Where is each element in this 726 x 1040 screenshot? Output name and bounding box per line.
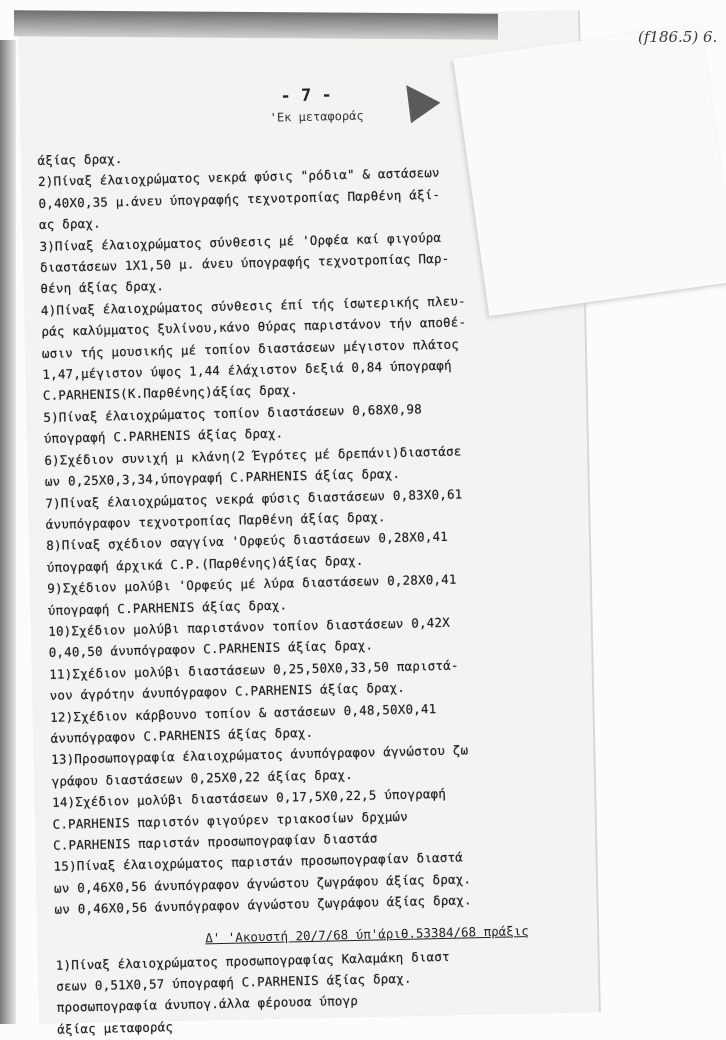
- text-line: 10)Σχέδιον μολύβι παριστάνον τοπίον διαστάσεων 0,42Χ: [48, 614, 451, 639]
- text-line: ύπογραφή C.PARHENIS άξίας δραχ.: [47, 596, 288, 618]
- text-line: 1)Πίναξ έλαιοχρώματος προσωπογραφίας Καλαμάκη διαστ: [55, 948, 450, 973]
- text-line: ωσιν τής μουσικής μέ τοπίον διαστάσεων μέγιστον πλάτος: [41, 336, 460, 361]
- text-line: διαστάσεων 1Χ1,50 μ. άνευ ύπογραφής τεχνοτροπίας Παρ-: [39, 250, 450, 275]
- page-number: - 7 -: [280, 85, 332, 107]
- text-line: 13)Προσωπογραφία έλαιοχρώματος άνυπόγραφον άγνώστου ζω: [50, 742, 469, 768]
- text-line: ύπογραφή άρχικά C.P.(Παρθένης)άξίας δραχ.: [46, 552, 364, 575]
- text-line: νον άγρότην άνυπόγραφον C.PARHENIS άξίας δραχ.: [49, 679, 406, 703]
- text-line: 15)Πίναξ έλαιοχρώματος παριστάν προσωπογραφίαν διαστά: [53, 849, 464, 875]
- text-lines: [37, 138, 594, 921]
- text-line: γράφου διαστάσεων 0,25Χ0,22 άξίας δραχ.: [51, 766, 354, 789]
- text-line: 7)Πίναξ έλαιοχρώματος νεκρά φύσις διαστάσεων 0,83Χ0,61: [45, 485, 463, 511]
- text-line: σεων 0,51Χ0,57 ύπογραφή C.PARHENIS άξίας δραχ.: [56, 970, 412, 994]
- tail-lines: [56, 942, 598, 1040]
- text-line: 1,47,μέγιστον ύψος 1,44 έλάχιστον δεξιά 0,84 ύπογραφή: [42, 357, 452, 382]
- text-line: 6)Σχέδιον συνιχή μ κλάνη(2 Έγρότες μέ δρεπάνι)διαστάσε: [44, 443, 462, 468]
- text-line: άξίας μεταφοράς: [57, 1018, 174, 1037]
- text-line: 2)Πίναξ έλαιοχρώματος νεκρά φύσις "ρόδια" & αστάσεων: [37, 165, 440, 190]
- typewritten-text: [36, 80, 597, 1040]
- carried-forward-header: 'Εκ μεταφοράς: [269, 108, 364, 125]
- text-line: 5)Πίναξ έλαιοχρώματος τοπίον διαστάσεων 0,68Χ0,98: [43, 401, 423, 425]
- text-line: ων 0,25Χ0,3,34,ύπογραφή C.PARHENIS άξίας δραχ.: [44, 465, 401, 489]
- text-line: 4)Πίναξ έλαιοχρώματος σύνθεσις έπί τής ίσωτερικής πλευ-: [40, 293, 466, 318]
- text-line: 14)Σχέδιον μολύβι διαστάσεων 0,17,5Χ0,22,5 ύπογραφή: [51, 786, 447, 811]
- section-heading: Δ' 'Ακουστή 20/7/68 ύπ'άριθ.53384/68 πράξις: [205, 922, 529, 946]
- text-line: ράς καλύμματος ξυλίνου,κάνο θύρας παριστάνον τήν αποθέ-: [41, 314, 467, 340]
- text-line: άνυπόγραφον τεχνοτροπίας Παρθένη άξίας δραχ.: [45, 509, 386, 532]
- text-line: ων 0,46Χ0,56 άνυπόγραφον άγνώστου ζωγράφου άξίας δραχ.: [53, 871, 472, 896]
- scan-left-shadow: [0, 40, 16, 1024]
- text-line: άνυπόγραφον C.PARHENIS άξίας δραχ.: [50, 724, 314, 746]
- text-line: 0,40,50 άνυπόγραφον C.PARHENIS άξίας δραχ.: [48, 637, 374, 661]
- text-line: άξίας δραχ.: [37, 151, 123, 168]
- text-line: C.PARHENIS παριστάν προσωπογραφίαν διαστάσ: [52, 830, 378, 853]
- text-line: 12)Σχέδιον κάρβουνο τοπίον & αστάσεων 0,48,50Χ0,41: [50, 700, 437, 725]
- text-line: 9)Σχέδιον μολύβι 'Ορφεύς μέ λύρα διαστάσεων 0,28Χ0,41: [47, 571, 457, 596]
- text-line: 3)Πίναξ έλαιοχρώματος σύνθεσις μέ 'Ορφέα καί φιγούρα: [39, 229, 442, 254]
- archive-reference: (f186.5) 6.: [638, 28, 718, 46]
- text-line: ων 0,46Χ0,56 άνυπόγραφον άγνώστου ζωγράφου άξίας δραχ.: [54, 892, 472, 918]
- scan-top-shadow: [14, 10, 498, 39]
- text-line: 0,40Χ0,35 μ.άνευ ύπογραφής τεχνοτροπίας Παρθένη άξί-: [38, 186, 441, 211]
- text-line: ας δραχ.: [38, 215, 101, 233]
- text-line: ύπογραφή C.PARHENIS άξίας δραχ.: [43, 425, 284, 447]
- text-line: 11)Σχέδιον μολύβι διαστάσεων 0,25,50Χ0,33,50 παριστά-: [49, 657, 459, 682]
- text-line: θένη άξίας δραχ.: [40, 278, 165, 297]
- text-line: C.PARHENIS(Κ.Παρθένης)άξίας δραχ.: [42, 382, 298, 404]
- text-line: προσωπογραφία άνυπογ.άλλα φέρουσα ύπογρ: [56, 993, 359, 1016]
- text-line: C.PARHENIS παριστόν φιγούρεν τριακοσίων δρχμών: [52, 808, 409, 832]
- text-line: 8)Πίναξ σχέδιον σαγγίνα 'Ορφεύς διαστάσεων 0,28Χ0,41: [46, 529, 449, 554]
